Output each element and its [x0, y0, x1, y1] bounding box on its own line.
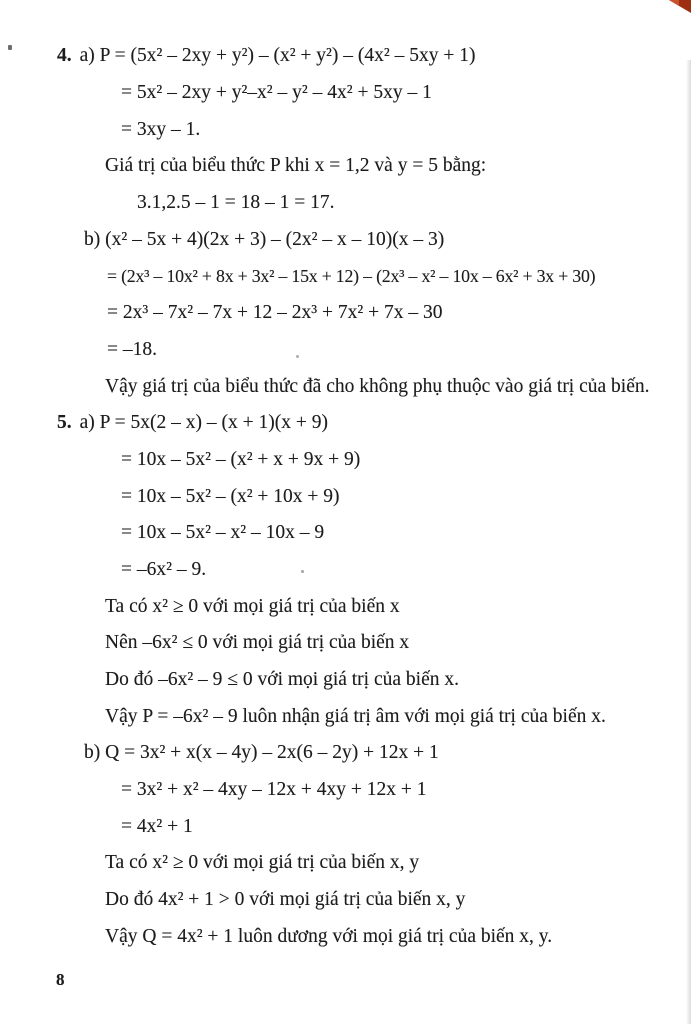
solution-line — [0, 185, 691, 222]
solution-line-text: Vậy P = –6x² – 9 luôn nhận giá trị âm với mọi giá trị của biến x. — [105, 705, 606, 727]
solution-line — [0, 772, 691, 809]
problem-number: 4. — [57, 45, 72, 67]
solution-line-text: Do đó –6x² – 9 ≤ 0 với mọi giá trị của biến x. — [105, 669, 459, 691]
solutions-content — [0, 38, 691, 955]
solution-line-text: Vậy Q = 4x² + 1 luôn dương với mọi giá trị của biến x, y. — [105, 925, 553, 947]
solution-line — [0, 148, 691, 185]
problem-5-heading-line — [0, 405, 691, 442]
solution-line-text: Vậy giá trị của biểu thức đã cho không phụ thuộc vào giá trị của biến. — [105, 375, 650, 397]
solution-line-text: a) P = 5x(2 – x) – (x + 1)(x + 9) — [79, 412, 328, 434]
solution-line-text: = –18. — [107, 338, 157, 360]
solution-line-text: 3.1,2.5 – 1 = 18 – 1 = 17. — [137, 192, 335, 214]
problem-4-heading-line — [0, 38, 691, 75]
solution-line — [0, 515, 691, 552]
solution-line-text: a) P = (5x² – 2xy + y²) – (x² + y²) – (4x² – 5xy + 1) — [79, 45, 476, 67]
solution-line — [0, 552, 691, 589]
solution-line-text: Ta có x² ≥ 0 với mọi giá trị của biến x — [105, 595, 400, 617]
problem-number: 5. — [57, 412, 72, 434]
solution-line — [0, 478, 691, 515]
solution-line — [0, 882, 691, 919]
solution-line — [0, 698, 691, 735]
solution-line-text: = 3xy – 1. — [121, 118, 201, 140]
solution-line — [0, 111, 691, 148]
solution-line-text: = 10x – 5x² – (x² + x + 9x + 9) — [121, 448, 361, 470]
solution-line-text: b) Q = 3x² + x(x – 4y) – 2x(6 – 2y) + 12x + 1 — [84, 742, 439, 764]
solution-line-text: = –6x² – 9. — [121, 558, 207, 580]
page-number: 8 — [56, 970, 65, 989]
solution-line — [0, 295, 691, 332]
solution-line-text: b) (x² – 5x + 4)(2x + 3) – (2x² – x – 10)(x – 3) — [84, 228, 445, 250]
solution-line-text: Do đó 4x² + 1 > 0 với mọi giá trị của biến x, y — [105, 889, 466, 911]
solution-line — [0, 662, 691, 699]
solution-line — [0, 442, 691, 479]
solution-line — [0, 919, 691, 956]
solution-line — [0, 808, 691, 845]
solution-line-text: = 4x² + 1 — [121, 815, 193, 837]
solution-line — [0, 75, 691, 112]
problem-4b-heading-line — [0, 221, 691, 258]
solution-line — [0, 332, 691, 369]
solution-line-text: = (2x³ – 10x² + 8x + 3x² – 15x + 12) – (2x³ – x² – 10x – 6x² + 3x + 30) — [107, 265, 596, 286]
solution-line — [0, 368, 691, 405]
solution-line-text: Giá trị của biểu thức P khi x = 1,2 và y = 5 bằng: — [105, 155, 487, 177]
solution-line-text: = 3x² + x² – 4xy – 12x + 4xy + 12x + 1 — [121, 779, 427, 801]
solution-line-text: = 2x³ – 7x² – 7x + 12 – 2x³ + 7x² + 7x – 30 — [107, 302, 443, 324]
solution-line — [0, 258, 691, 295]
problem-5b-heading-line — [0, 735, 691, 772]
solution-line-text: = 5x² – 2xy + y²–x² – y² – 4x² + 5xy – 1 — [121, 82, 432, 104]
solution-line — [0, 845, 691, 882]
solution-line-text: = 10x – 5x² – x² – 10x – 9 — [121, 522, 325, 544]
page-corner-accent — [669, 0, 691, 13]
solution-line-text: Ta có x² ≥ 0 với mọi giá trị của biến x, y — [105, 852, 420, 874]
solution-line-text: Nên –6x² ≤ 0 với mọi giá trị của biến x — [105, 632, 410, 654]
solution-line-text: = 10x – 5x² – (x² + 10x + 9) — [121, 485, 340, 507]
solution-line — [0, 625, 691, 662]
solution-line — [0, 588, 691, 625]
